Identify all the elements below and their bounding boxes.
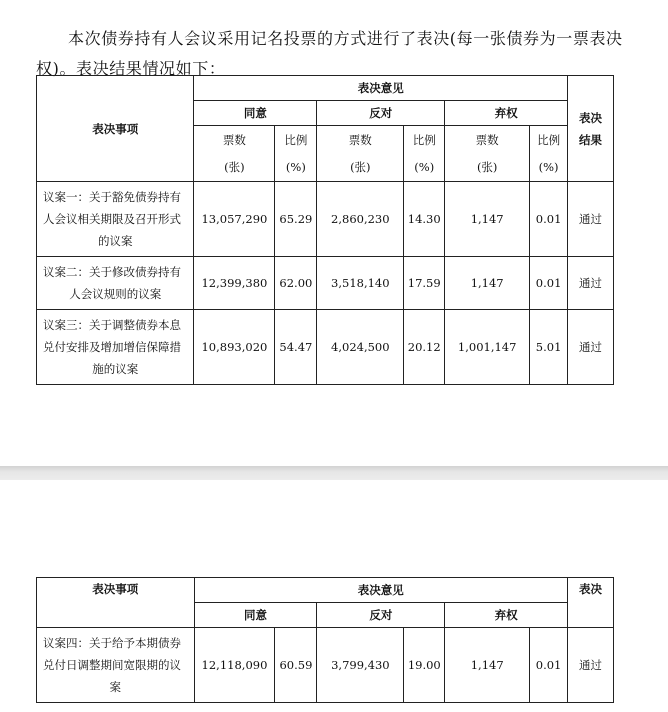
against-votes: 3,799,430 — [317, 628, 404, 703]
abstain-votes: 1,147 — [445, 257, 530, 310]
intro-paragraph: 本次债券持有人会议采用记名投票的方式进行了表决(每一张债券为一票表决权)。表决结果情况如下： — [36, 29, 623, 78]
header-result-line2: 结果 — [579, 132, 603, 147]
header-result: 表决 — [568, 578, 614, 628]
motion-title: 议案四：关于给予本期债券 兑付日调整期间宽限期的议 案 — [37, 628, 195, 703]
against-ratio: 19.00 — [404, 628, 445, 703]
abstain-votes: 1,147 — [445, 628, 530, 703]
voting-results-table — [36, 75, 614, 385]
against-ratio: 17.59 — [404, 257, 445, 310]
header-votes-unit: (张) — [445, 154, 530, 182]
result: 通过 — [568, 257, 614, 310]
agree-votes: 12,118,090 — [194, 628, 275, 703]
header-agree: 同意 — [194, 101, 317, 126]
abstain-votes: 1,147 — [445, 182, 530, 257]
header-ratio: 比例 — [530, 126, 568, 154]
abstain-ratio: 5.01 — [530, 310, 568, 385]
against-votes: 4,024,500 — [317, 310, 404, 385]
header-ratio-unit: (%) — [530, 154, 568, 182]
against-votes: 2,860,230 — [317, 182, 404, 257]
motion-title: 议案二：关于修改债券持有 人会议规则的议案 — [37, 257, 194, 310]
voting-results-table-continued — [36, 577, 614, 703]
header-ratio: 比例 — [275, 126, 317, 154]
header-abstain: 弃权 — [445, 101, 568, 126]
header-votes: 票数 — [194, 126, 275, 154]
result: 通过 — [568, 310, 614, 385]
header-item: 表决事项 — [37, 578, 195, 628]
header-ratio-unit: (%) — [404, 154, 445, 182]
header-against: 反对 — [317, 101, 445, 126]
header-votes-unit: (张) — [317, 154, 404, 182]
agree-ratio: 60.59 — [275, 628, 317, 703]
abstain-ratio: 0.01 — [530, 182, 568, 257]
agree-votes: 13,057,290 — [194, 182, 275, 257]
abstain-ratio: 0.01 — [530, 628, 568, 703]
agree-ratio: 54.47 — [275, 310, 317, 385]
header-ratio-unit: (%) — [275, 154, 317, 182]
header-agree: 同意 — [194, 603, 317, 628]
agree-votes: 10,893,020 — [194, 310, 275, 385]
abstain-votes: 1,001,147 — [445, 310, 530, 385]
header-votes: 票数 — [445, 126, 530, 154]
agree-ratio: 65.29 — [275, 182, 317, 257]
motion-title: 议案一：关于豁免债券持有 人会议相关期限及召开形式 的议案 — [37, 182, 194, 257]
header-ratio: 比例 — [404, 126, 445, 154]
page-2 — [0, 480, 668, 712]
page-break — [0, 466, 668, 480]
table-row — [37, 310, 614, 385]
header-against: 反对 — [317, 603, 445, 628]
header-result — [568, 76, 614, 182]
agree-ratio: 62.00 — [275, 257, 317, 310]
agree-votes: 12,399,380 — [194, 257, 275, 310]
header-opinion: 表决意见 — [194, 76, 568, 101]
abstain-ratio: 0.01 — [530, 257, 568, 310]
header-abstain: 弃权 — [445, 603, 568, 628]
header-result-line1: 表决 — [579, 110, 603, 125]
header-votes: 票数 — [317, 126, 404, 154]
against-ratio: 20.12 — [404, 310, 445, 385]
header-item: 表决事项 — [37, 76, 194, 182]
motion-title: 议案三：关于调整债券本息 兑付安排及增加增信保障措 施的议案 — [37, 310, 194, 385]
header-votes-unit: (张) — [194, 154, 275, 182]
table-row — [37, 628, 614, 703]
table-row — [37, 257, 614, 310]
result: 通过 — [568, 628, 614, 703]
against-ratio: 14.30 — [404, 182, 445, 257]
table-row — [37, 182, 614, 257]
against-votes: 3,518,140 — [317, 257, 404, 310]
result: 通过 — [568, 182, 614, 257]
header-opinion: 表决意见 — [194, 578, 568, 603]
